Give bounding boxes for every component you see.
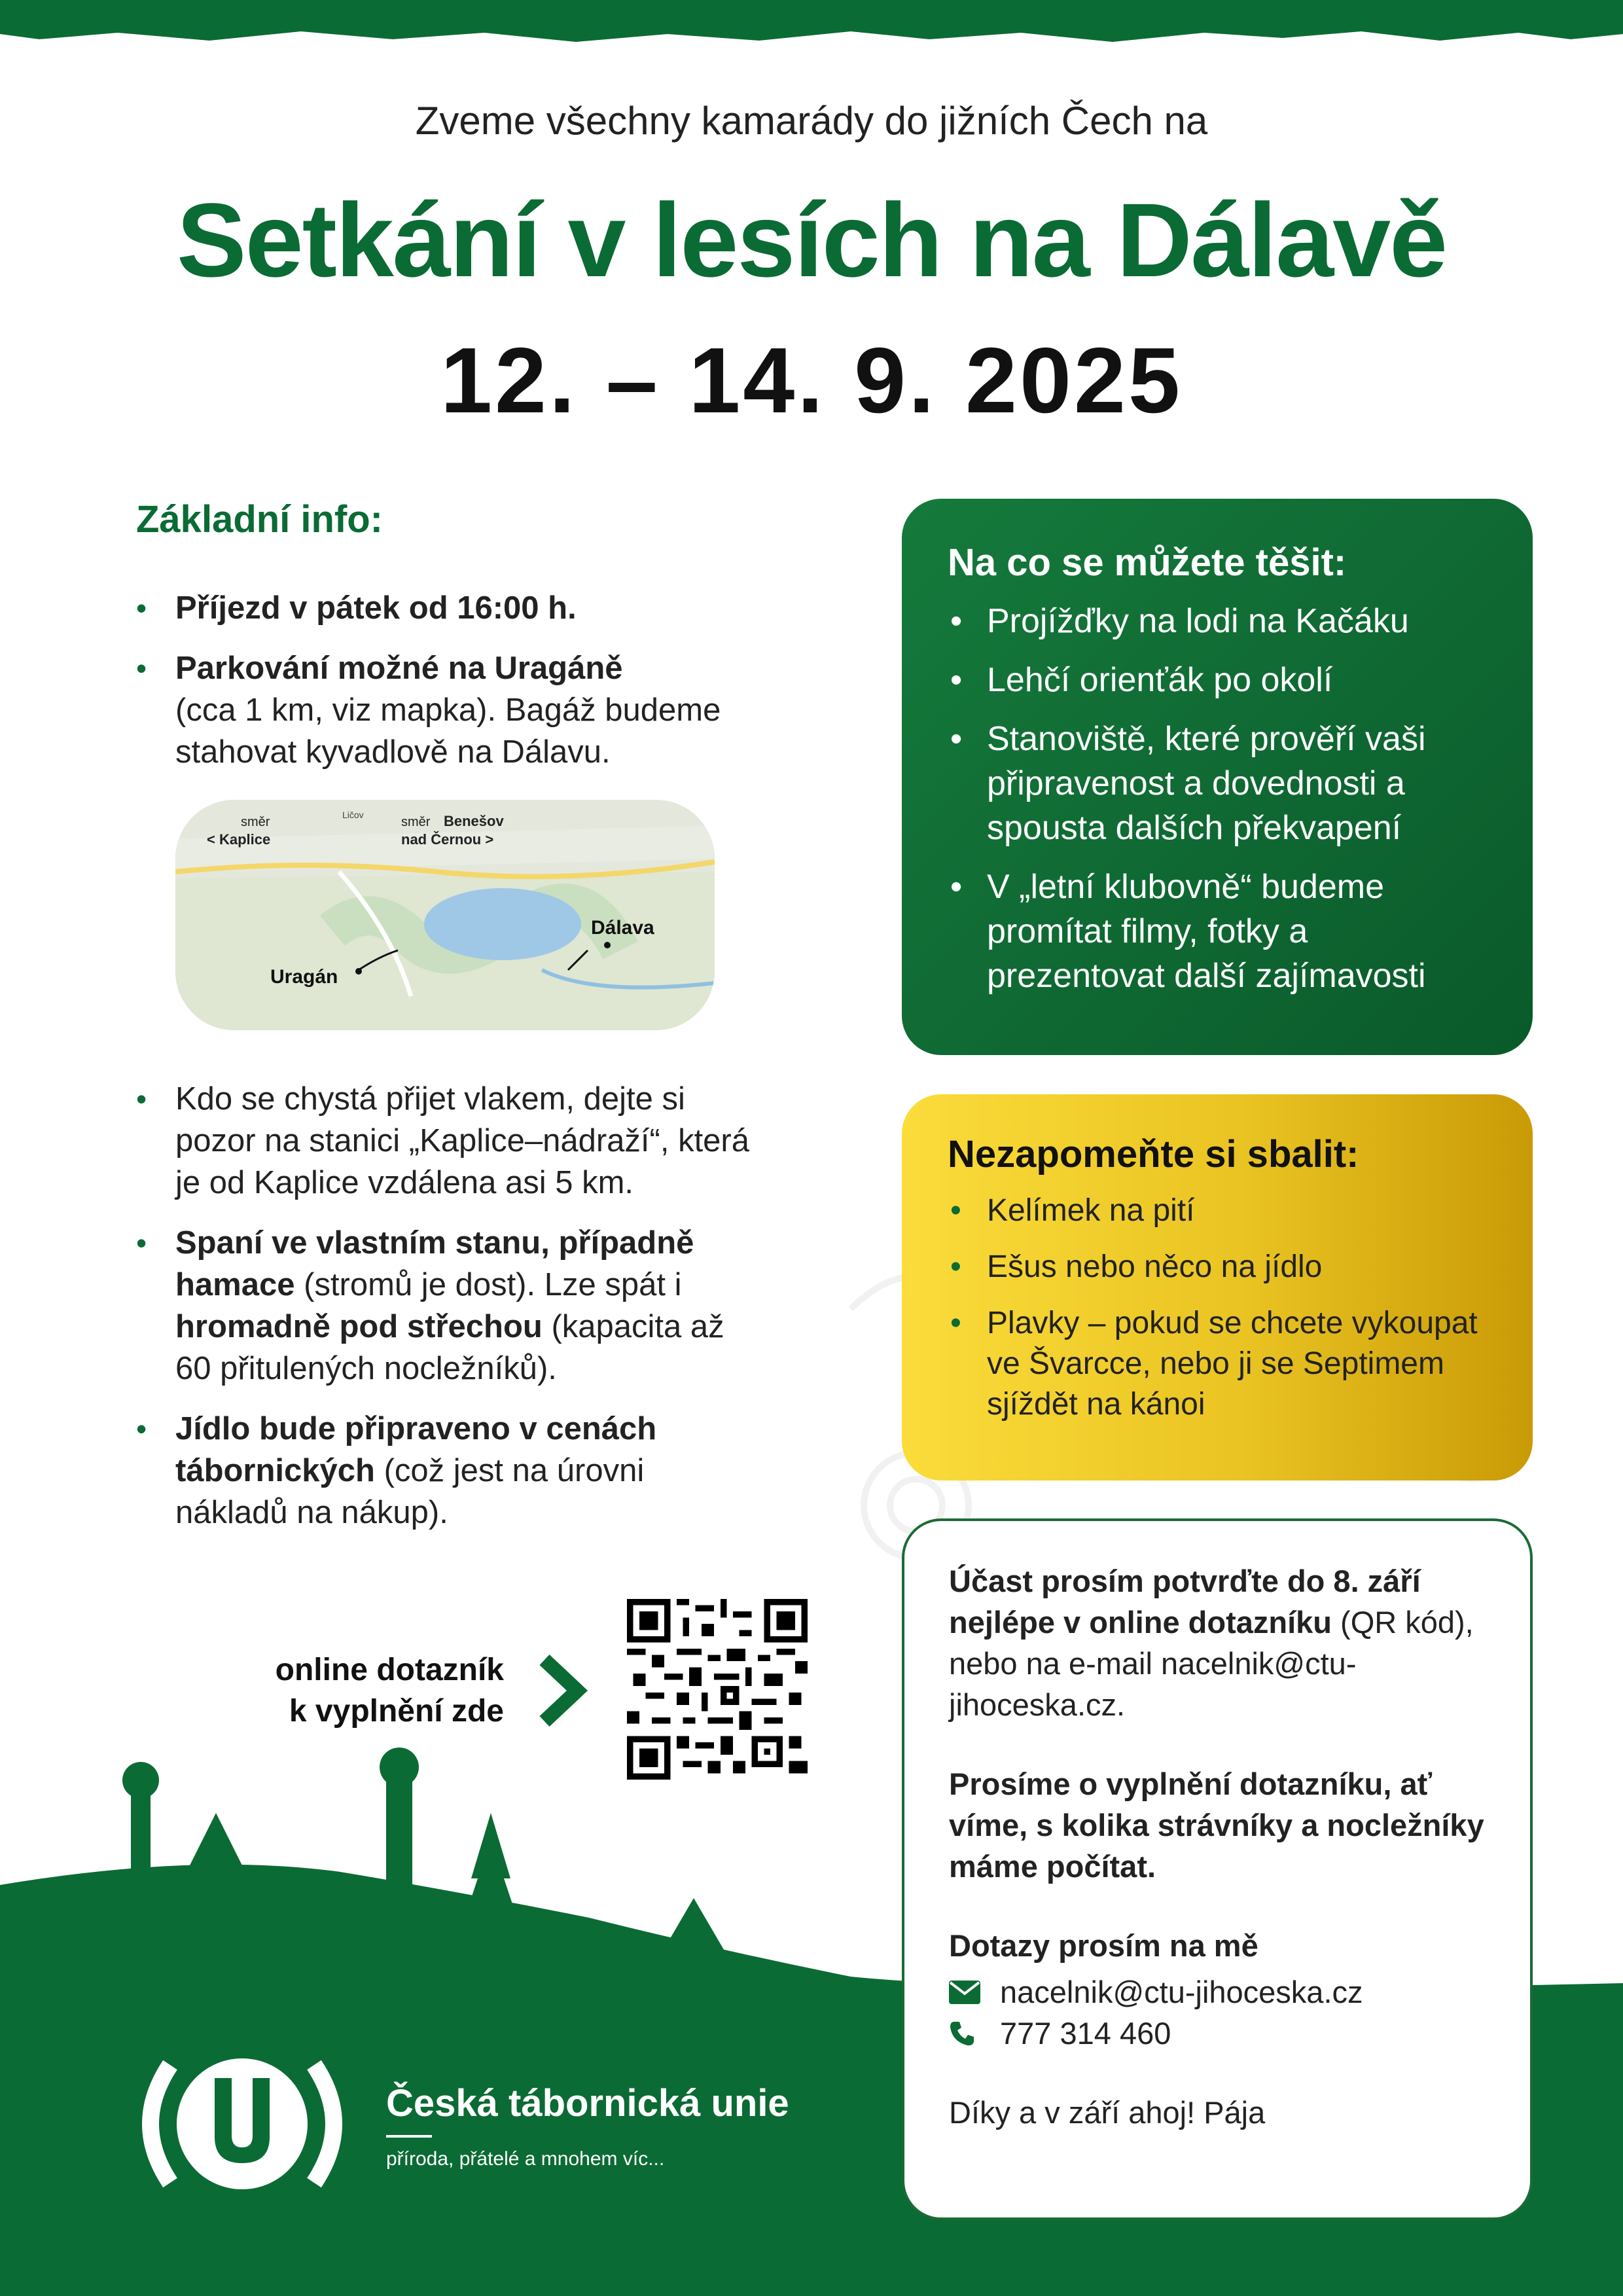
arrival-text: Příjezd v pátek od 16:00 h. [175,590,577,626]
location-map [175,800,715,1030]
closing-thanks: Díky a v září ahoj! Pája [949,2095,1266,2130]
top-decorative-strip [0,0,1623,46]
qr-label-line-1: online dotazník [275,1653,504,1687]
confirmation-text [949,1560,1504,1725]
confirmation-rest: (QR kód), nebo na e-mail nacelnik@ctu-jihoceska.cz. [949,1605,1474,1722]
map-right-direction: směr [401,815,431,829]
list-item: • Ešus nebo něco na jídlo [948,1247,1507,1287]
looking-forward-list [948,599,1493,998]
sleep-text-1: (stromů je dost). Lze spát i [294,1267,682,1302]
list-item: • Projížďky na lodi na Kačáku [948,599,1493,643]
qr-code[interactable] [627,1599,808,1780]
sleep-bold-1: Spaní ve vlastním stanu, případně hamace [175,1225,694,1302]
phone-row[interactable] [949,2013,1504,2054]
map-small-label: Ličov [342,810,364,820]
phone-icon [949,2017,986,2050]
food-text: (což jest na úrovni nákladů na nákup). [175,1453,645,1530]
list-item-train [136,1078,751,1204]
event-date: 12. – 14. 9. 2025 [440,329,1183,433]
map-dalava-label: Dálava [591,917,654,939]
org-divider [386,2135,432,2138]
basic-info-list-top [136,587,791,773]
sleep-text-2: (kapacita až 60 přitulených nocležníků). [175,1309,724,1386]
list-item: • Plavky – pokud se chcete vykoupat ve Švarcce, nebo ji se Septimem sjíždět na kánoi [948,1303,1507,1425]
packing-heading: Nezapomeňte si sbalit: [948,1133,1359,1175]
packing-box [902,1094,1533,1480]
org-logo [131,2052,353,2196]
questionnaire-request: Prosíme o vyplnění dotazníku, ať víme, s kolika strávníky a nocležníky máme počítat. [949,1767,1484,1884]
list-item: • Kelímek na pití [948,1191,1507,1231]
basic-info-list-bottom [136,1078,791,1534]
map-right-place-1: Benešov [444,813,504,829]
map-left-place: < Kaplice [207,831,271,848]
looking-forward-box [902,499,1533,1055]
list-item-arrival [136,587,791,629]
list-item-food [136,1408,751,1534]
list-item: • Stanoviště, které prověří vaši připravenost a dovednosti a spousta dalších překvapení [948,717,1493,850]
email-row[interactable] [949,1971,1504,2013]
list-item-parking [136,647,738,773]
list-item: • V „letní klubovně“ budeme promítat filmy, fotky a prezentovat další zajímavosti [948,865,1493,998]
basic-info-heading: Základní info: [136,498,383,541]
qr-label [183,1649,504,1732]
event-title: Setkání v lesích na Dálavě [176,181,1447,298]
parking-bold: Parkování možné na Uragáně [175,651,623,686]
packing-list [948,1191,1507,1425]
train-text: Kdo se chystá přijet vlakem, dejte si pozor na stanici „Kaplice–nádraží“, která je od Kaplice vzdálena asi 5 km. [175,1081,749,1200]
envelope-icon [949,1976,986,2009]
qr-label-line-2: k vyplnění zde [289,1694,504,1729]
list-item: • Lehčí orienťák po okolí [948,658,1493,702]
contact-email[interactable]: nacelnik@ctu-jihoceska.cz [1000,1975,1363,2009]
org-tagline: příroda, přátelé a mnohem víc... [386,2148,665,2170]
map-uragan-label: Uragán [270,966,338,988]
contact-phone[interactable]: 777 314 460 [1000,2016,1171,2051]
confirmation-box [902,1518,1533,2220]
questions-heading: Dotazy prosím na mě [949,1928,1258,1963]
parking-text: (cca 1 km, viz mapka). Bagáž budeme stahovat kyvadlově na Dálavu. [175,692,721,770]
confirmation-bold: Účast prosím potvrďte do 8. září nejlépe v online dotazníku [949,1564,1421,1640]
list-item-sleep [136,1222,751,1390]
map-right-place-2: nad Černou > [401,831,494,848]
chevron-right-icon [537,1655,589,1727]
org-name: Česká tábornická unie [386,2082,789,2125]
map-left-direction: směr [241,815,270,829]
food-bold: Jídlo bude připraveno v cenách tábornických [175,1411,657,1488]
looking-forward-heading: Na co se můžete těšit: [948,541,1347,584]
sleep-bold-2: hromadně pod střechou [175,1309,543,1344]
invitation-intro: Zveme všechny kamarády do jižních Čech na [415,99,1208,143]
